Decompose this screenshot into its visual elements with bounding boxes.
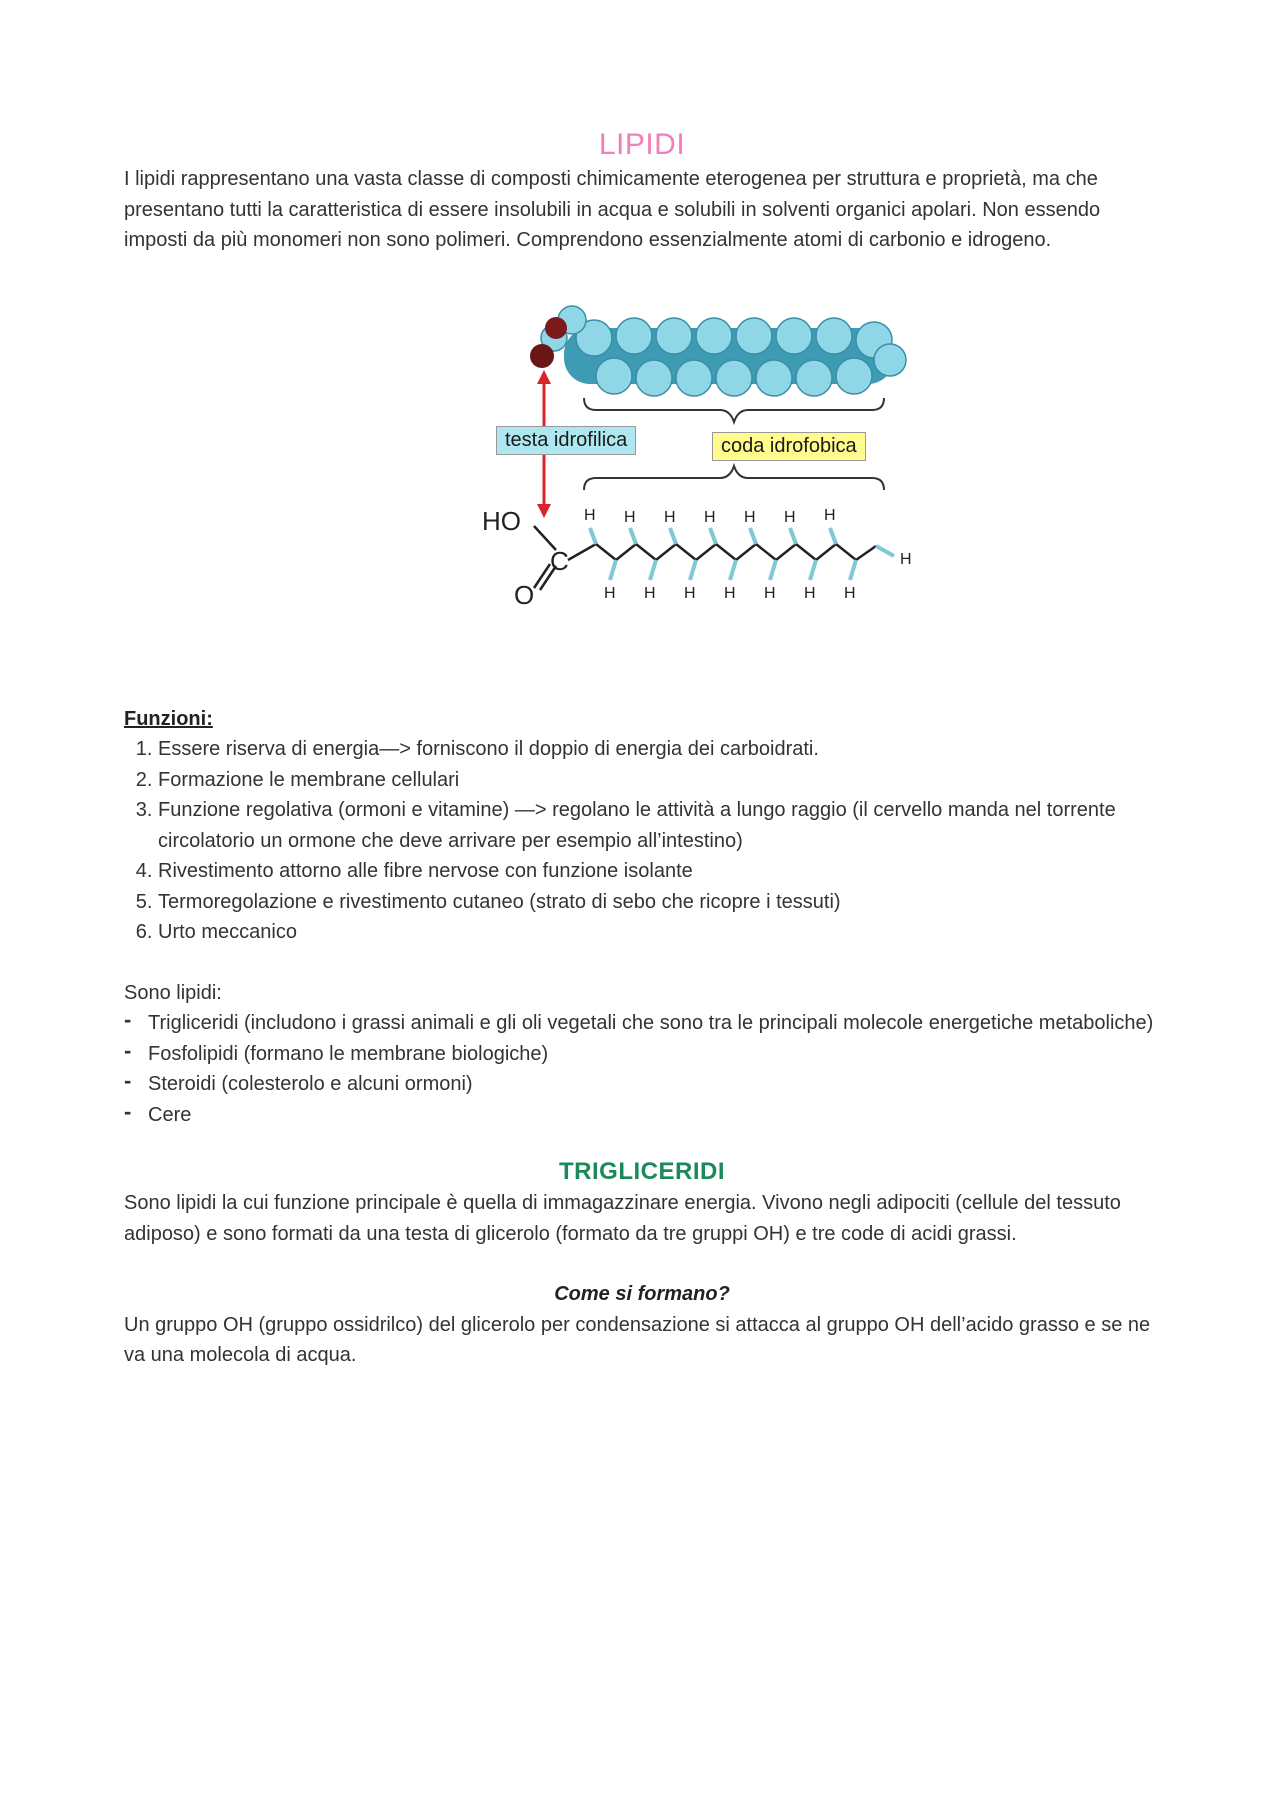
h-atom: H <box>584 506 596 524</box>
carbon-chain <box>568 544 876 560</box>
h-atom: H <box>704 508 716 526</box>
sono-lipidi-list <box>124 1008 1160 1130</box>
h-atom: H <box>664 508 676 526</box>
h-atom: H <box>624 508 636 526</box>
list-item: 2. Formazione le membrane cellulari <box>158 765 1160 796</box>
c-label: C <box>550 545 569 576</box>
trigliceridi-title: TRIGLICERIDI <box>559 1158 725 1185</box>
trigliceridi-text: Sono lipidi la cui funzione principale è quella di immagazzinare energia. Vivono negli adipociti (cellule del tessuto adiposo) e sono formati da una testa di glicerolo (formato da tre gruppi OH) e tre code di acidi grassi. <box>124 1192 1121 1245</box>
h-atom: H <box>824 506 836 524</box>
h-atom: H <box>684 584 696 602</box>
h-atom: H <box>784 508 796 526</box>
list-item: 6. Urto meccanico <box>158 917 1160 948</box>
top-brace <box>584 398 884 422</box>
funzioni-list <box>124 734 1160 948</box>
h-atom: H <box>724 584 736 602</box>
list-item: 5. Termoregolazione e rivestimento cutaneo (strato di sebo che ricopre i tessuti) <box>158 887 1160 918</box>
formation-text: Un gruppo OH (gruppo ossidrilco) del glicerolo per condensazione si attacca al gruppo OH dell’acido grasso e se ne va una molecola di acqua. <box>124 1313 1151 1366</box>
hydrophobic-tail-label: coda idrofobica <box>712 432 866 461</box>
list-item: - Cere <box>148 1100 1160 1131</box>
ho-label: HO <box>482 505 521 536</box>
fatty-acid-diagram <box>444 298 1024 638</box>
space-filling-model <box>530 306 906 396</box>
h-atom: H <box>744 508 756 526</box>
lipidi-title: LIPIDI <box>598 128 686 161</box>
sono-lipidi-intro: Sono lipidi: <box>124 981 222 1004</box>
h-atom: H <box>604 584 616 602</box>
list-item: - Trigliceridi (includono i grassi animali e gli oli vegetali che sono tra le principali molecole energetiche metaboliche) <box>148 1008 1160 1039</box>
h-atom: H <box>844 584 856 602</box>
document-page <box>124 122 1160 1371</box>
list-item: - Steroidi (colesterolo e alcuni ormoni) <box>148 1069 1160 1100</box>
h-atom: H <box>804 584 816 602</box>
h-atom: H <box>644 584 656 602</box>
hydrophilic-head-label: testa idrofilica <box>496 426 636 455</box>
lipidi-intro: I lipidi rappresentano una vasta classe di composti chimicamente eterogenea per struttura e proprietà, ma che presentano tutti la caratteristica di essere insolubili in acqua e solubili in solventi organici apolari. Non essendo imposti da più monomeri non sono polimeri. Comprendono essenzialmente atomi di carbonio e idrogeno. <box>124 168 1101 251</box>
list-item: 1. Essere riserva di energia—> forniscono il doppio di energia dei carboidrati. <box>158 734 1160 765</box>
bottom-brace <box>584 466 884 490</box>
o-label: O <box>514 579 535 610</box>
list-item: - Fosfolipidi (formano le membrane biologiche) <box>148 1039 1160 1070</box>
list-item: 4. Rivestimento attorno alle fibre nervose con funzione isolante <box>158 856 1160 887</box>
h-atom: H <box>900 550 912 568</box>
h-atom: H <box>764 584 776 602</box>
fatty-acid-figure <box>124 286 1160 656</box>
list-item: 3. Funzione regolativa (ormoni e vitamine) —> regolano le attività a lungo raggio (il cervello manda nel torrente circolatorio un ormone che deve arrivare per esempio all’intestino) <box>158 795 1160 856</box>
fatty-acid-illustration <box>444 298 1024 638</box>
come-si-formano-heading: Come si formano? <box>554 1283 730 1305</box>
funzioni-heading: Funzioni: <box>124 707 213 730</box>
